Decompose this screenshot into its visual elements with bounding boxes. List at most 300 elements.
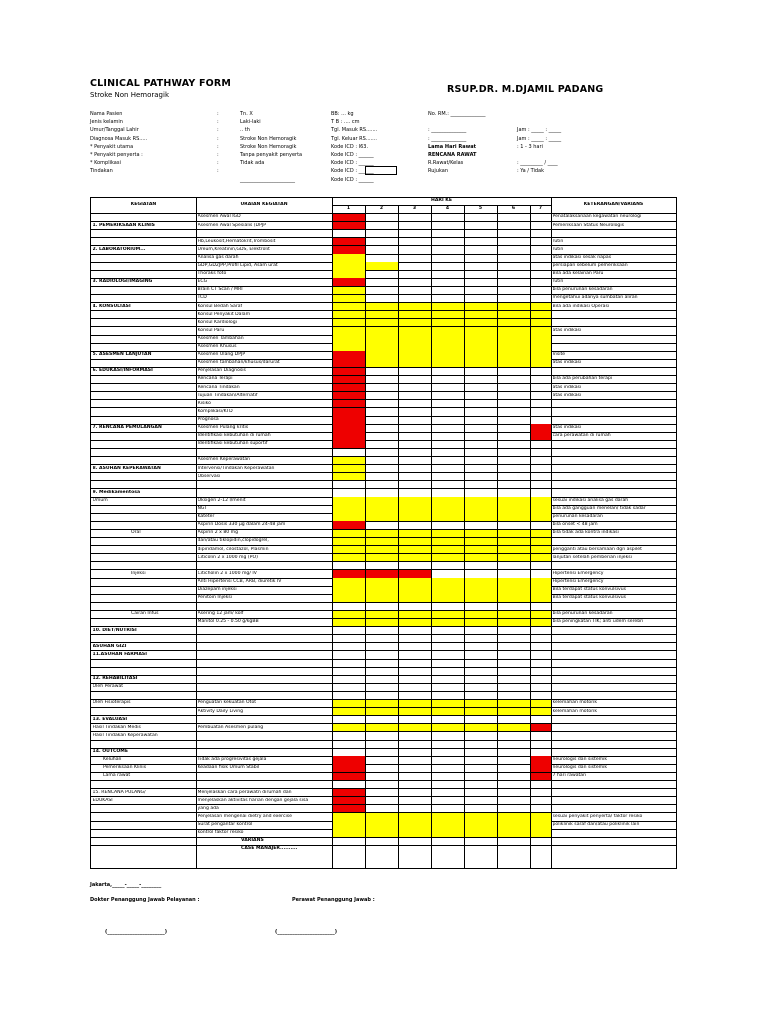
day-2-yellow-cell[interactable] bbox=[366, 505, 398, 513]
day-6-yellow-cell[interactable] bbox=[498, 724, 530, 732]
kegiatan-cell: 4. KONSULTASI bbox=[92, 303, 131, 309]
day-3-yellow-cell[interactable] bbox=[399, 611, 431, 619]
kegiatan-cell: Pemeriksaan Klinis bbox=[103, 765, 147, 771]
icd-box bbox=[365, 166, 397, 175]
day-1-red-cell[interactable] bbox=[333, 368, 365, 376]
day-1-red-cell[interactable] bbox=[333, 400, 365, 408]
uraian-cell: Penitoin Injeksi bbox=[197, 595, 233, 601]
day-7-yellow-cell[interactable] bbox=[531, 586, 551, 594]
patient-field-label: Tindakan bbox=[90, 168, 113, 175]
day-1-yellow-cell[interactable] bbox=[333, 594, 365, 602]
day-7-yellow-cell[interactable] bbox=[531, 351, 551, 359]
day-1-yellow-cell[interactable] bbox=[333, 724, 365, 732]
day-2-yellow-cell[interactable] bbox=[366, 586, 398, 594]
day-1-yellow-cell[interactable] bbox=[333, 578, 365, 586]
uraian-cell: Manitol 0.25 - 0.50 g/kgBB bbox=[197, 619, 259, 625]
day-7-yellow-cell[interactable] bbox=[531, 319, 551, 327]
day-2-yellow-cell[interactable] bbox=[366, 724, 398, 732]
dokter-label: Dokter Penanggung Jawab Pelayanan : bbox=[90, 897, 200, 903]
day-7-yellow-cell[interactable] bbox=[531, 530, 551, 538]
day-7-yellow-cell[interactable] bbox=[531, 303, 551, 311]
day-2-yellow-cell[interactable] bbox=[366, 343, 398, 351]
day-1-red-cell[interactable] bbox=[333, 764, 365, 772]
day-7-yellow-cell[interactable] bbox=[531, 546, 551, 554]
uraian-cell: Surat pengantar kontrol bbox=[197, 821, 253, 827]
day-1-yellow-cell[interactable] bbox=[333, 254, 365, 262]
patient-field-value: Laki-laki bbox=[240, 119, 261, 126]
day-3-yellow-cell[interactable] bbox=[399, 619, 431, 627]
day-7-red-cell[interactable] bbox=[531, 424, 551, 432]
schedule-field: Jam : _____ : _____ bbox=[517, 127, 562, 134]
day-3-yellow-cell[interactable] bbox=[399, 530, 431, 538]
day-3-yellow-cell[interactable] bbox=[399, 303, 431, 311]
kegiatan-cell: 13. EVALUASI bbox=[92, 716, 128, 722]
day-5-yellow-cell[interactable] bbox=[465, 303, 497, 311]
day-4-yellow-cell[interactable] bbox=[432, 319, 464, 327]
day-7-yellow-cell[interactable] bbox=[531, 538, 551, 546]
kegiatan-cell: 8. ASUHAN KEPERAWATAN bbox=[92, 465, 161, 471]
day-2-red-cell[interactable] bbox=[366, 570, 398, 578]
day-1-yellow-cell[interactable] bbox=[333, 303, 365, 311]
uraian-cell: Anti Hipertensi CCB, ARB, diuretik IV bbox=[197, 578, 282, 584]
day-4-yellow-cell[interactable] bbox=[432, 813, 464, 821]
day-4-yellow-cell[interactable] bbox=[432, 700, 464, 708]
day-1-yellow-cell[interactable] bbox=[333, 700, 365, 708]
day-7-red-cell[interactable] bbox=[531, 764, 551, 772]
uraian-cell: ECG bbox=[197, 279, 208, 285]
kegiatan-cell: Hasil Tindakan Medis bbox=[92, 724, 141, 730]
day-2-yellow-cell[interactable] bbox=[366, 538, 398, 546]
day-1-red-cell[interactable] bbox=[333, 797, 365, 805]
day-2-yellow-cell[interactable] bbox=[366, 530, 398, 538]
keterangan-cell: Bila terdapat status konvulsivus bbox=[552, 587, 627, 592]
day-7-yellow-cell[interactable] bbox=[531, 829, 551, 837]
measure-field: Kode ICD : ______ bbox=[331, 176, 374, 183]
day-1-yellow-cell[interactable] bbox=[333, 473, 365, 481]
day-2-yellow-cell[interactable] bbox=[366, 700, 398, 708]
day-5-yellow-cell[interactable] bbox=[465, 319, 497, 327]
day-4-yellow-cell[interactable] bbox=[432, 359, 464, 367]
day-3-yellow-cell[interactable] bbox=[399, 594, 431, 602]
day-1-yellow-cell[interactable] bbox=[333, 829, 365, 837]
day-4-yellow-cell[interactable] bbox=[432, 351, 464, 359]
day-1-red-cell[interactable] bbox=[333, 376, 365, 384]
day-3-yellow-cell[interactable] bbox=[399, 813, 431, 821]
day-1-red-cell[interactable] bbox=[333, 384, 365, 392]
day-1-red-cell[interactable] bbox=[333, 214, 365, 222]
day-6-yellow-cell[interactable] bbox=[498, 351, 530, 359]
day-5-yellow-cell[interactable] bbox=[465, 554, 497, 562]
day-1-yellow-cell[interactable] bbox=[333, 465, 365, 473]
right-col bbox=[517, 110, 561, 176]
day-1-red-cell[interactable] bbox=[333, 440, 365, 448]
day-5-yellow-cell[interactable] bbox=[465, 724, 497, 732]
day-3-yellow-cell[interactable] bbox=[399, 578, 431, 586]
day-1-red-cell[interactable] bbox=[333, 222, 365, 230]
day-5-yellow-cell[interactable] bbox=[465, 700, 497, 708]
day-6-yellow-cell[interactable] bbox=[498, 829, 530, 837]
uraian-cell: Asesmen Ulang DPJP bbox=[197, 352, 246, 358]
day-1-red-cell[interactable] bbox=[333, 424, 365, 432]
day-5-yellow-cell[interactable] bbox=[465, 821, 497, 829]
keterangan-cell: 7 hari rawatan bbox=[552, 773, 587, 779]
day-1-yellow-cell[interactable] bbox=[333, 813, 365, 821]
day-1-red-cell[interactable] bbox=[333, 359, 365, 367]
measure-field: Kode ICD : ______ bbox=[331, 168, 374, 175]
patient-field-label: * Komplikasi bbox=[90, 160, 121, 167]
day-1-red-cell[interactable] bbox=[333, 521, 365, 529]
day-6-yellow-cell[interactable] bbox=[498, 343, 530, 351]
day-1-red-cell[interactable] bbox=[333, 351, 365, 359]
table-row bbox=[91, 740, 676, 741]
day-7-yellow-cell[interactable] bbox=[531, 359, 551, 367]
day-1-red-cell[interactable] bbox=[333, 432, 365, 440]
day-3-yellow-cell[interactable] bbox=[399, 724, 431, 732]
day-4-yellow-cell[interactable] bbox=[432, 303, 464, 311]
day-2-yellow-cell[interactable] bbox=[366, 829, 398, 837]
day-5-yellow-cell[interactable] bbox=[465, 343, 497, 351]
kegiatan-cell: Oral bbox=[131, 530, 141, 536]
day-1-red-cell[interactable] bbox=[333, 773, 365, 781]
day-6-yellow-cell[interactable] bbox=[498, 497, 530, 505]
uraian-cell: Penjelasan mengenai dietry and exercise bbox=[197, 813, 292, 819]
uraian-cell: Tujuan Tindakan/Alternatif bbox=[197, 392, 258, 398]
day-2-yellow-cell[interactable] bbox=[366, 619, 398, 627]
table-row bbox=[91, 416, 676, 417]
keterangan-cell: Pemeriksaan Status Neurologis bbox=[552, 222, 624, 228]
day-5-yellow-cell[interactable] bbox=[465, 359, 497, 367]
kegiatan-cell: ASUHAN GIZI bbox=[92, 643, 127, 649]
keterangan-cell: persiapan sebelum pemeriksaan bbox=[552, 263, 628, 268]
day-4-yellow-cell[interactable] bbox=[432, 708, 464, 716]
day-6-yellow-cell[interactable] bbox=[498, 538, 530, 546]
uraian-cell: Asesmen Awal IGD bbox=[197, 214, 241, 220]
uraian-cell: Asesmen Khusus bbox=[197, 344, 237, 349]
day-1-yellow-cell[interactable] bbox=[333, 513, 365, 521]
day-header-7: 7 bbox=[538, 206, 543, 211]
day-6-yellow-cell[interactable] bbox=[498, 319, 530, 327]
day-4-yellow-cell[interactable] bbox=[432, 546, 464, 554]
day-2-yellow-cell[interactable] bbox=[366, 554, 398, 562]
day-2-yellow-cell[interactable] bbox=[366, 335, 398, 343]
keterangan-cell: Penatalaksanaan kegawatan neurologi bbox=[552, 214, 642, 220]
day-3-yellow-cell[interactable] bbox=[399, 343, 431, 351]
day-5-yellow-cell[interactable] bbox=[465, 611, 497, 619]
day-4-yellow-cell[interactable] bbox=[432, 586, 464, 594]
day-5-yellow-cell[interactable] bbox=[465, 513, 497, 521]
day-5-yellow-cell[interactable] bbox=[465, 813, 497, 821]
keterangan-cell: sesuai penyakit penyerta/ faktor resiko bbox=[552, 813, 643, 819]
day-1-yellow-cell[interactable] bbox=[333, 262, 365, 270]
day-1-yellow-cell[interactable] bbox=[333, 270, 365, 278]
uraian-cell: Aspirin 2 x 80 mg bbox=[197, 530, 239, 536]
day-2-yellow-cell[interactable] bbox=[366, 578, 398, 586]
day-5-yellow-cell[interactable] bbox=[465, 505, 497, 513]
day-1-yellow-cell[interactable] bbox=[333, 343, 365, 351]
day-1-yellow-cell[interactable] bbox=[333, 319, 365, 327]
schedule-field: Jam : _____ : _____ bbox=[517, 135, 562, 142]
day-2-yellow-cell[interactable] bbox=[366, 319, 398, 327]
day-7-yellow-cell[interactable] bbox=[531, 335, 551, 343]
day-1-yellow-cell[interactable] bbox=[333, 295, 365, 303]
day-6-yellow-cell[interactable] bbox=[498, 619, 530, 627]
day-7-yellow-cell[interactable] bbox=[531, 513, 551, 521]
day-7-red-cell[interactable] bbox=[531, 773, 551, 781]
day-6-yellow-cell[interactable] bbox=[498, 359, 530, 367]
patient-field-value: .. th bbox=[240, 127, 250, 134]
day-2-yellow-cell[interactable] bbox=[366, 821, 398, 829]
day-4-yellow-cell[interactable] bbox=[432, 611, 464, 619]
day-1-yellow-cell[interactable] bbox=[333, 505, 365, 513]
day-7-yellow-cell[interactable] bbox=[531, 594, 551, 602]
day-3-yellow-cell[interactable] bbox=[399, 821, 431, 829]
day-2-yellow-cell[interactable] bbox=[366, 351, 398, 359]
day-1-yellow-cell[interactable] bbox=[333, 327, 365, 335]
day-4-yellow-cell[interactable] bbox=[432, 829, 464, 837]
day-4-yellow-cell[interactable] bbox=[432, 335, 464, 343]
day-5-yellow-cell[interactable] bbox=[465, 327, 497, 335]
day-3-yellow-cell[interactable] bbox=[399, 538, 431, 546]
day-6-yellow-cell[interactable] bbox=[498, 327, 530, 335]
day-5-yellow-cell[interactable] bbox=[465, 311, 497, 319]
day-3-yellow-cell[interactable] bbox=[399, 359, 431, 367]
day-1-yellow-cell[interactable] bbox=[333, 554, 365, 562]
day-1-yellow-cell[interactable] bbox=[333, 708, 365, 716]
day-1-yellow-cell[interactable] bbox=[333, 538, 365, 546]
day-1-red-cell[interactable] bbox=[333, 756, 365, 764]
keterangan-cell: neurologis dan sistemik bbox=[552, 757, 608, 763]
day-4-yellow-cell[interactable] bbox=[432, 554, 464, 562]
day-5-yellow-cell[interactable] bbox=[465, 829, 497, 837]
col-header-uraian: URAIAN KEGIATAN bbox=[240, 202, 288, 207]
day-2-yellow-cell[interactable] bbox=[366, 327, 398, 335]
day-1-red-cell[interactable] bbox=[333, 392, 365, 400]
col-header-keterangan: KETERANGAN/VARIANS bbox=[583, 202, 644, 207]
day-3-yellow-cell[interactable] bbox=[399, 700, 431, 708]
day-1-yellow-cell[interactable] bbox=[333, 311, 365, 319]
day-6-yellow-cell[interactable] bbox=[498, 611, 530, 619]
uraian-cell: Analisa gas darah bbox=[197, 254, 239, 260]
day-4-yellow-cell[interactable] bbox=[432, 530, 464, 538]
day-6-yellow-cell[interactable] bbox=[498, 586, 530, 594]
day-7-yellow-cell[interactable] bbox=[531, 700, 551, 708]
day-7-yellow-cell[interactable] bbox=[531, 497, 551, 505]
day-3-yellow-cell[interactable] bbox=[399, 829, 431, 837]
day-7-yellow-cell[interactable] bbox=[531, 554, 551, 562]
record-field: No. RM.: ______________ bbox=[428, 111, 486, 117]
day-6-yellow-cell[interactable] bbox=[498, 813, 530, 821]
day-4-yellow-cell[interactable] bbox=[432, 821, 464, 829]
kegiatan-cell: Hasil Tindakan Keperawatan bbox=[92, 732, 158, 738]
uraian-cell: Aktivity Daily Living bbox=[197, 708, 244, 714]
kegiatan-cell: 6. EDUKASI/INFORMASI bbox=[92, 368, 153, 374]
day-1-red-cell[interactable] bbox=[333, 246, 365, 254]
keterangan-cell: atas indikasi sesak napas bbox=[552, 254, 612, 260]
day-6-yellow-cell[interactable] bbox=[498, 821, 530, 829]
day-4-yellow-cell[interactable] bbox=[432, 724, 464, 732]
day-4-yellow-cell[interactable] bbox=[432, 619, 464, 627]
day-7-yellow-cell[interactable] bbox=[531, 343, 551, 351]
day-1-yellow-cell[interactable] bbox=[333, 619, 365, 627]
day-4-yellow-cell[interactable] bbox=[432, 594, 464, 602]
day-6-yellow-cell[interactable] bbox=[498, 505, 530, 513]
day-3-yellow-cell[interactable] bbox=[399, 327, 431, 335]
day-7-yellow-cell[interactable] bbox=[531, 821, 551, 829]
uraian-cell: Asesmen Tambahan bbox=[197, 335, 244, 341]
day-1-red-cell[interactable] bbox=[333, 278, 365, 286]
day-4-yellow-cell[interactable] bbox=[432, 497, 464, 505]
day-2-yellow-cell[interactable] bbox=[366, 513, 398, 521]
day-6-yellow-cell[interactable] bbox=[498, 335, 530, 343]
day-4-yellow-cell[interactable] bbox=[432, 343, 464, 351]
day-4-yellow-cell[interactable] bbox=[432, 578, 464, 586]
place-date[interactable]: Jakarta,_____-_____-________ bbox=[90, 882, 162, 888]
uraian-cell: Konsul Paru bbox=[197, 327, 225, 333]
day-3-yellow-cell[interactable] bbox=[399, 708, 431, 716]
kegiatan-cell: Cairan Infus bbox=[131, 611, 159, 617]
day-6-yellow-cell[interactable] bbox=[498, 513, 530, 521]
day-7-red-cell[interactable] bbox=[531, 432, 551, 440]
keterangan-cell: lanjutan setelah pemberian injeksi bbox=[552, 554, 632, 560]
day-3-yellow-cell[interactable] bbox=[399, 586, 431, 594]
day-2-yellow-cell[interactable] bbox=[366, 546, 398, 554]
day-7-yellow-cell[interactable] bbox=[531, 708, 551, 716]
day-3-yellow-cell[interactable] bbox=[399, 497, 431, 505]
uraian-cell: Asering 12 jam/ kolf bbox=[197, 611, 244, 617]
day-7-red-cell[interactable] bbox=[531, 724, 551, 732]
day-3-red-cell[interactable] bbox=[399, 570, 431, 578]
day-1-yellow-cell[interactable] bbox=[333, 546, 365, 554]
table-row bbox=[91, 456, 676, 457]
pathway-table bbox=[90, 197, 677, 869]
day-1-red-cell[interactable] bbox=[333, 238, 365, 246]
schedule-field bbox=[517, 118, 561, 126]
day-1-yellow-cell[interactable] bbox=[333, 457, 365, 465]
day-2-yellow-cell[interactable] bbox=[366, 311, 398, 319]
day-1-yellow-cell[interactable] bbox=[333, 335, 365, 343]
dokter-signature[interactable]: (_______________________) bbox=[105, 929, 168, 935]
day-5-yellow-cell[interactable] bbox=[465, 497, 497, 505]
day-4-yellow-cell[interactable] bbox=[432, 327, 464, 335]
day-6-yellow-cell[interactable] bbox=[498, 303, 530, 311]
keterangan-cell: Hipertensi Emergency bbox=[552, 578, 604, 584]
day-1-yellow-cell[interactable] bbox=[333, 497, 365, 505]
day-5-yellow-cell[interactable] bbox=[465, 351, 497, 359]
patient-field-colon: : bbox=[217, 119, 219, 126]
day-3-yellow-cell[interactable] bbox=[399, 335, 431, 343]
kegiatan-cell: 15. RENCANA PULANG/ bbox=[92, 789, 146, 795]
day-7-yellow-cell[interactable] bbox=[531, 505, 551, 513]
day-1-red-cell[interactable] bbox=[333, 805, 365, 813]
day-3-yellow-cell[interactable] bbox=[399, 546, 431, 554]
day-4-yellow-cell[interactable] bbox=[432, 505, 464, 513]
day-1-yellow-cell[interactable] bbox=[333, 530, 365, 538]
day-3-yellow-cell[interactable] bbox=[399, 554, 431, 562]
kegiatan-cell: Oleh Fisioterapis bbox=[92, 700, 131, 706]
keterangan-cell: mengetahui adanya sumbatan aliran bbox=[552, 295, 638, 301]
day-6-yellow-cell[interactable] bbox=[498, 554, 530, 562]
patient-field-label: Nama Pasien bbox=[90, 111, 123, 117]
day-2-yellow-cell[interactable] bbox=[366, 359, 398, 367]
day-6-yellow-cell[interactable] bbox=[498, 530, 530, 538]
day-2-yellow-cell[interactable] bbox=[366, 813, 398, 821]
day-3-yellow-cell[interactable] bbox=[399, 505, 431, 513]
kegiatan-cell: 10. DIET/NUTRISI bbox=[92, 627, 137, 633]
day-2-yellow-cell[interactable] bbox=[366, 497, 398, 505]
day-2-yellow-cell[interactable] bbox=[366, 303, 398, 311]
day-5-yellow-cell[interactable] bbox=[465, 619, 497, 627]
day-2-yellow-cell[interactable] bbox=[366, 611, 398, 619]
day-1-yellow-cell[interactable] bbox=[333, 287, 365, 295]
kegiatan-cell: Umum bbox=[92, 497, 108, 503]
day-7-yellow-cell[interactable] bbox=[531, 611, 551, 619]
day-7-yellow-cell[interactable] bbox=[531, 813, 551, 821]
day-6-yellow-cell[interactable] bbox=[498, 700, 530, 708]
day-1-yellow-cell[interactable] bbox=[333, 821, 365, 829]
day-5-yellow-cell[interactable] bbox=[465, 538, 497, 546]
day-6-yellow-cell[interactable] bbox=[498, 578, 530, 586]
day-5-yellow-cell[interactable] bbox=[465, 530, 497, 538]
day-5-yellow-cell[interactable] bbox=[465, 578, 497, 586]
day-3-yellow-cell[interactable] bbox=[399, 319, 431, 327]
day-1-yellow-cell[interactable] bbox=[333, 586, 365, 594]
day-6-yellow-cell[interactable] bbox=[498, 546, 530, 554]
day-1-red-cell[interactable] bbox=[333, 789, 365, 797]
day-4-yellow-cell[interactable] bbox=[432, 513, 464, 521]
table-row bbox=[91, 448, 676, 449]
day-4-yellow-cell[interactable] bbox=[432, 538, 464, 546]
measure-field: Kode ICD : I63. bbox=[331, 143, 369, 150]
day-7-yellow-cell[interactable] bbox=[531, 327, 551, 335]
day-2-yellow-cell[interactable] bbox=[366, 708, 398, 716]
day-5-yellow-cell[interactable] bbox=[465, 546, 497, 554]
day-1-red-cell[interactable] bbox=[333, 408, 365, 416]
day-2-yellow-cell[interactable] bbox=[366, 594, 398, 602]
day-6-yellow-cell[interactable] bbox=[498, 311, 530, 319]
day-7-yellow-cell[interactable] bbox=[531, 311, 551, 319]
uraian-cell: Intervensi/Tindakan Keperawatan bbox=[197, 465, 275, 471]
record-col bbox=[428, 110, 486, 176]
keterangan-cell: penurunan kesadaran bbox=[552, 514, 603, 520]
day-6-yellow-cell[interactable] bbox=[498, 708, 530, 716]
day-3-yellow-cell[interactable] bbox=[399, 513, 431, 521]
day-7-yellow-cell[interactable] bbox=[531, 578, 551, 586]
day-1-yellow-cell[interactable] bbox=[333, 611, 365, 619]
table-row bbox=[91, 440, 676, 441]
day-4-yellow-cell[interactable] bbox=[432, 311, 464, 319]
day-7-yellow-cell[interactable] bbox=[531, 619, 551, 627]
day-7-red-cell[interactable] bbox=[531, 756, 551, 764]
day-2-yellow-cell[interactable] bbox=[366, 262, 398, 270]
patient-field-value: Stroke Non Hemoragik bbox=[240, 135, 297, 142]
day-3-yellow-cell[interactable] bbox=[399, 311, 431, 319]
kegiatan-cell: 9. Medikamentosa bbox=[92, 489, 141, 495]
day-5-yellow-cell[interactable] bbox=[465, 335, 497, 343]
kegiatan-cell: 14. OUTCOME bbox=[92, 749, 128, 754]
day-6-yellow-cell[interactable] bbox=[498, 594, 530, 602]
day-3-yellow-cell[interactable] bbox=[399, 351, 431, 359]
keterangan-cell: atas indikasi bbox=[552, 425, 582, 430]
uraian-cell: Observasi bbox=[197, 473, 221, 479]
day-5-yellow-cell[interactable] bbox=[465, 586, 497, 594]
day-5-yellow-cell[interactable] bbox=[465, 708, 497, 716]
day-1-red-cell[interactable] bbox=[333, 570, 365, 578]
perawat-signature[interactable]: (_______________________) bbox=[275, 929, 338, 935]
record-field: RENCANA RAWAT bbox=[428, 151, 477, 158]
uraian-cell: Menjelaskan cara perawatn dirumah dan bbox=[197, 789, 292, 795]
day-5-yellow-cell[interactable] bbox=[465, 594, 497, 602]
day-1-red-cell[interactable] bbox=[333, 416, 365, 424]
